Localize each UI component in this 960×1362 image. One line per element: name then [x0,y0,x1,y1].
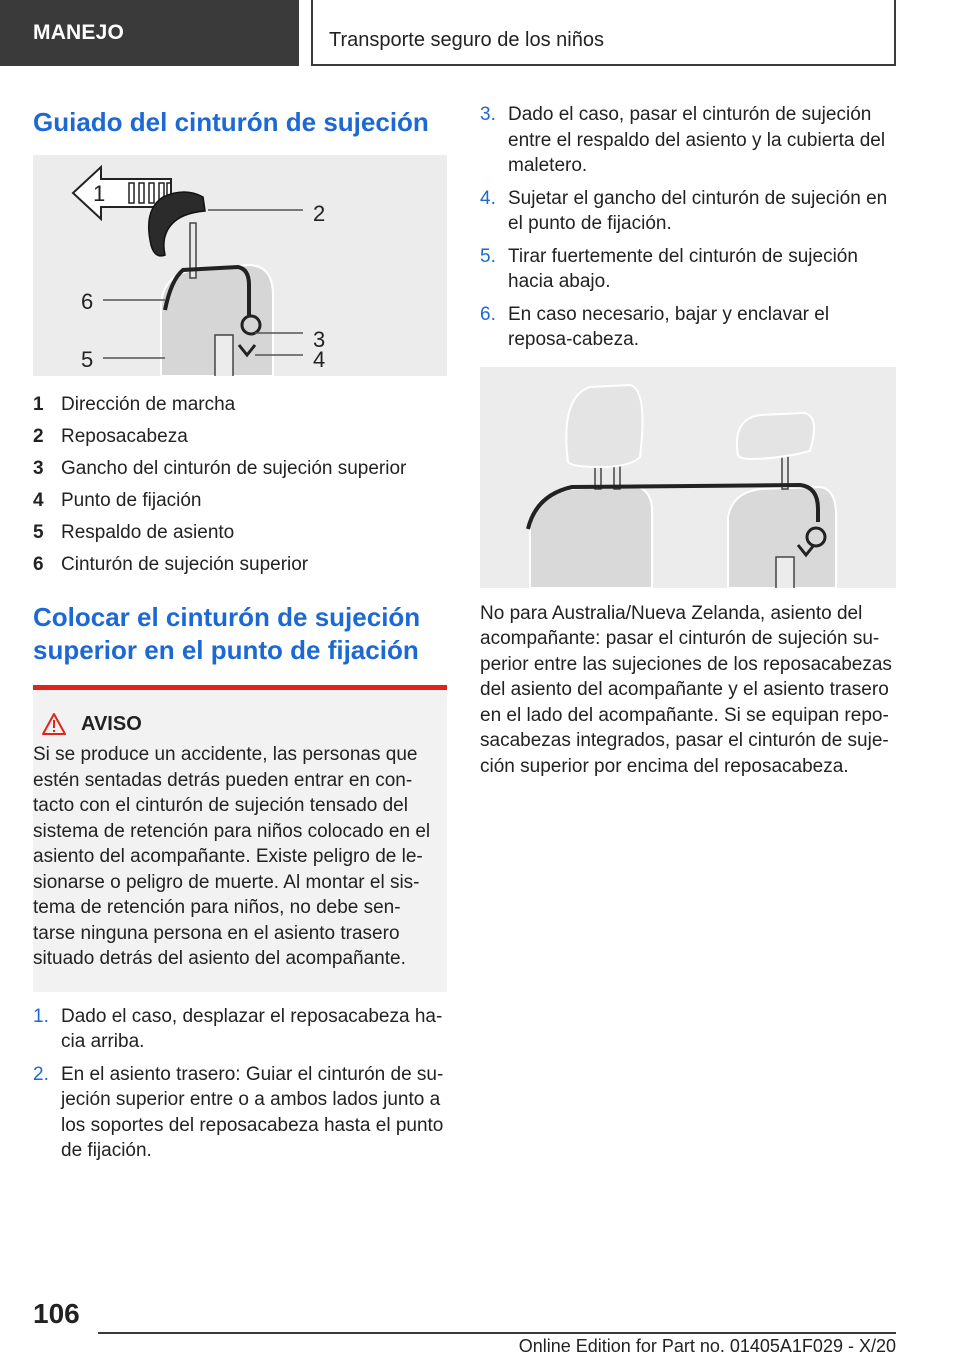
warning-triangle-icon [41,712,67,736]
footer-divider [98,1332,896,1334]
step-item: 1. Dado el caso, desplazar el reposacabeza ha-cia arriba. [33,1005,443,1052]
headrest-rear-icon [737,413,814,459]
step-item: 3. Dado el caso, pasar el cinturón de sujeción entre el respaldo del asiento y la cubierta del maletero. [480,104,886,176]
callout-1: 1 [93,181,106,206]
figure-two-seats [480,367,896,588]
section-title: MANEJO [0,0,299,66]
callout-4: 4 [313,347,326,372]
page-number: 106 [33,1298,80,1329]
legend-item: 3 Gancho del cinturón de sujeción superior [33,458,407,479]
legend-item: 2 Reposacabeza [33,426,188,447]
heading-attach-belt: Colocar el cinturón de sujeción superior en el punto de fijación [33,602,421,665]
page-header [0,0,960,66]
step-item: 5. Tirar fuertemente del cinturón de sujeción hacia abajo. [480,245,858,292]
callout-3: 3 [313,327,326,352]
figure-belt-guide [33,155,447,376]
figure-legend [33,389,447,581]
edition-text: Online Edition for Part no. 01405A1F029 - X/20 [518,1336,896,1356]
right-column [480,96,896,779]
warning-text: Si se produce un accidente, las personas que estén sentadas detrás pueden entrar en con-tacto con el cinturón de sujeción tensado del sistema de retención para niños colocado en el asiento del acompañante. Existe peligro de le-sionarse o peligro de muerte. Al montar el sis-tema de retención para niños, no debe sen-tarse ninguna persona en el asiento trasero situado detrás del asiento del acompañante. [33,744,431,969]
steps-list-left [33,1004,447,1164]
legend-item: 5 Respaldo de asiento [33,522,235,543]
step-item: 6. En caso necesario, bajar y enclavar el reposa-cabeza. [480,303,830,350]
topic-title: Transporte seguro de los niños [311,0,896,66]
heading-guide-belt: Guiado del cinturón de sujeción [33,107,429,137]
warning-box [33,690,447,992]
legend-item: 4 Punto de fijación [33,490,202,511]
callout-2: 2 [313,201,326,226]
steps-list-right [480,102,896,353]
legend-item: 6 Cinturón de sujeción superior [33,554,309,575]
warning-title-row [33,710,437,738]
two-seats-illustration [480,367,896,588]
callout-6: 6 [81,289,94,314]
warning-label: AVISO [81,713,142,735]
seat-diagram-illustration [33,155,447,376]
step-item: 4. Sujetar el gancho del cinturón de sujeción en el punto de fijación. [480,187,888,234]
callout-5: 5 [81,347,94,372]
left-column [33,96,447,1171]
page-footer [0,1290,960,1362]
step-item: 2. En el asiento trasero: Guiar el cinturón de su-jeción superior entre o a ambos lados junto a los soportes del reposacabeza hasta el punto de fijación. [33,1063,444,1161]
legend-item: 1 Dirección de marcha [33,394,236,415]
passenger-seat-note: No para Australia/Nueva Zelanda, asiento del acompañante: pasar el cinturón de sujeción su-perior entre las sujeciones de los reposacabezas del asiento del acompañante y el asiento trasero en el lado del acompañante. Si se equipan repo-sacabezas integrados, pasar el cinturón de suje-ción superior por encima del reposacabeza. [480,602,892,777]
headrest-front-icon [566,385,642,467]
